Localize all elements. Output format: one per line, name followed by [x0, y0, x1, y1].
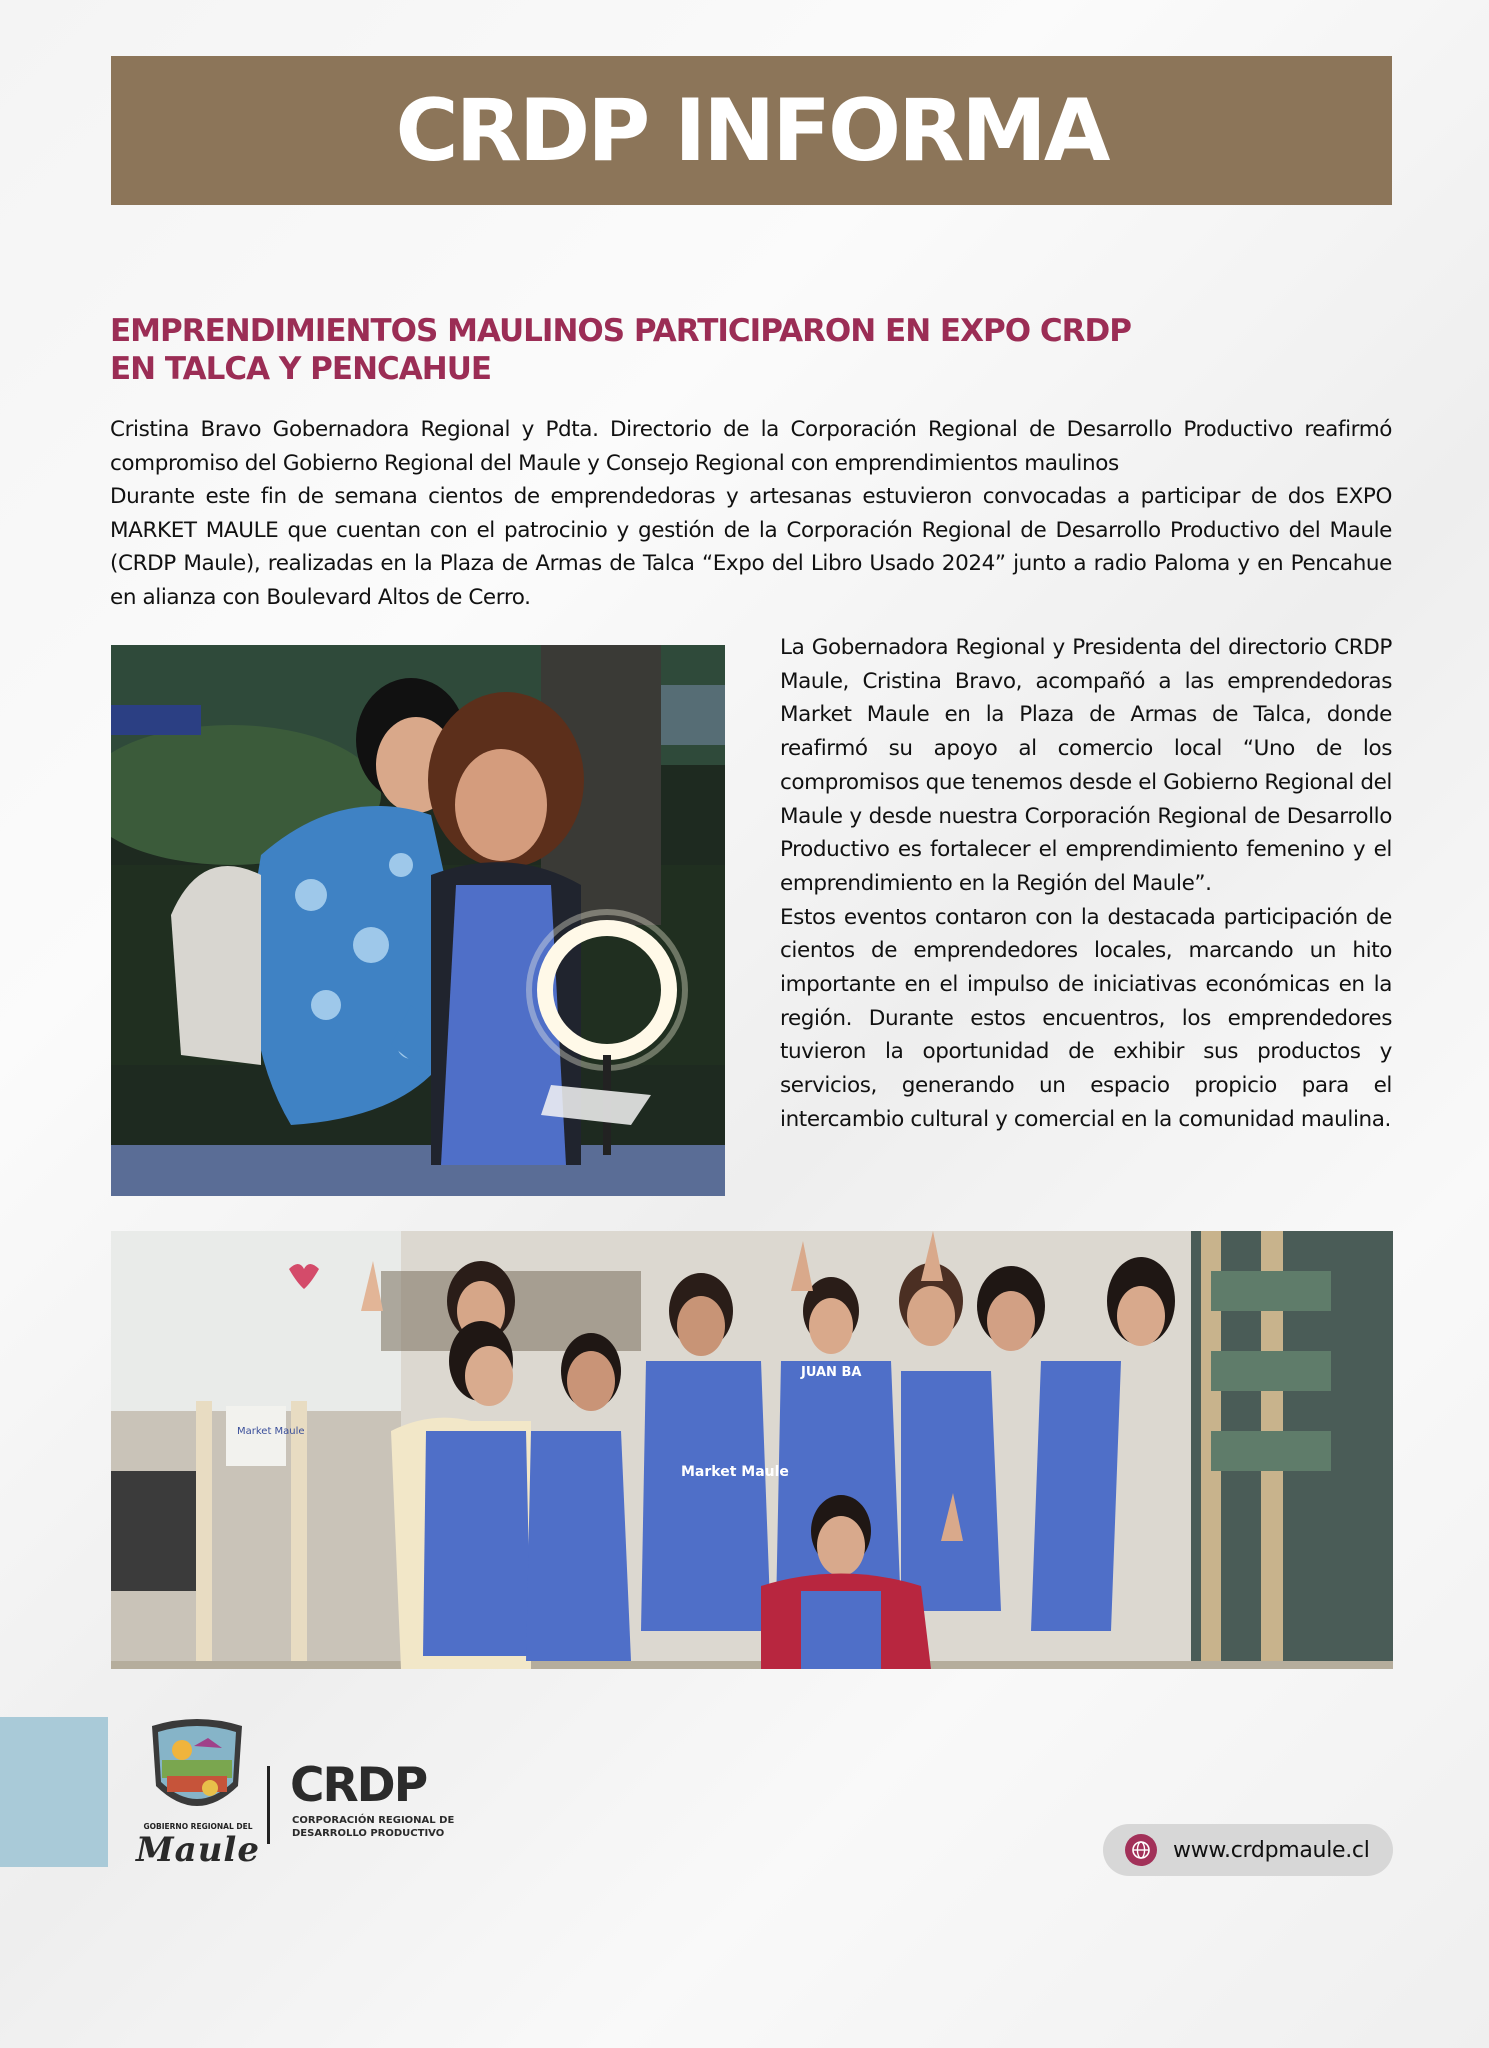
logo-divider	[267, 1766, 270, 1844]
photo-ring-light-stall	[111, 645, 725, 1196]
apron-cap-text: JUAN BA	[801, 1365, 862, 1380]
page-title: CRDP INFORMA	[395, 80, 1108, 181]
crdp-subtitle-line-1: CORPORACIÓN REGIONAL DE	[292, 1815, 455, 1826]
body-paragraph-2: Estos eventos contaron con la destacada participación de cientos de emprendedores locales, marcando un hito importante en el impulso de iniciativas económicas en la región. Durante estos encuentros, los emprendedores tuvieron la oportunidad de exhibir sus productos y servicios, generando un espacio propicio para el intercambio cultural y comercial en la comunidad maulina.	[780, 904, 1392, 1132]
gobierno-maule-crest-icon	[142, 1716, 252, 1824]
intro-paragraph-2: Durante este fin de semana cientos de emprendedoras y artesanas estuvieron convocadas a participar de dos EXPO MARKET MAULE que cuentan con el patrocinio y gestión de la Corporación Regional de Desarrollo Productivo del Maule (CRDP Maule), realizadas en la Plaza de Armas de Talca “Expo del Libro Usado 2024” junto a radio Paloma y en Pencahue en alianza con Boulevard Altos de Cerro.	[110, 484, 1392, 610]
article-intro	[110, 413, 1392, 614]
header-banner	[111, 56, 1392, 205]
intro-paragraph-1: Cristina Bravo Gobernadora Regional y Pdta. Directorio de la Corporación Regional de Desarrollo Productivo reafirmó compromiso del Gobierno Regional del Maule y Consejo Regional con emprendimientos maulinos	[110, 417, 1392, 476]
website-link[interactable]	[1103, 1824, 1393, 1876]
globe-icon	[1125, 1834, 1157, 1866]
article-body	[780, 631, 1392, 1137]
crdp-logo-subtitle	[292, 1814, 492, 1840]
apron-text: Market Maule	[681, 1464, 789, 1480]
photo-group-market-maule	[111, 1231, 1393, 1669]
crdp-logo-mark: CRDP	[290, 1758, 427, 1813]
footer-accent-block	[0, 1717, 108, 1867]
footer-logos	[132, 1716, 482, 1876]
maule-logo-word: Maule	[136, 1830, 260, 1870]
stand-sign-label: Market Maule	[237, 1426, 305, 1437]
headline-line-1: EMPRENDIMIENTOS MAULINOS PARTICIPARON EN EXPO CRDP	[110, 313, 1131, 349]
gobierno-regional-label: GOBIERNO REGIONAL DEL	[143, 1822, 253, 1831]
headline-line-2: EN TALCA Y PENCAHUE	[110, 351, 492, 387]
website-url[interactable]: www.crdpmaule.cl	[1173, 1837, 1370, 1863]
body-paragraph-1: La Gobernadora Regional y Presidenta del directorio CRDP Maule, Cristina Bravo, acompañó a las emprendedoras Market Maule en la Plaza de Armas de Talca, donde reafirmó su apoyo al comercio local “Uno de los compromisos que tenemos desde el Gobierno Regional del Maule y desde nuestra Corporación Regional de Desarrollo Productivo es fortalecer el emprendimiento femenino y el emprendimiento en la Región del Maule”.	[780, 635, 1392, 896]
crdp-subtitle-line-2: DESARROLLO PRODUCTIVO	[292, 1828, 445, 1839]
photo-group-illustration	[111, 1231, 1393, 1669]
article-headline	[110, 312, 1290, 388]
photo-ring-light-illustration	[111, 645, 725, 1196]
